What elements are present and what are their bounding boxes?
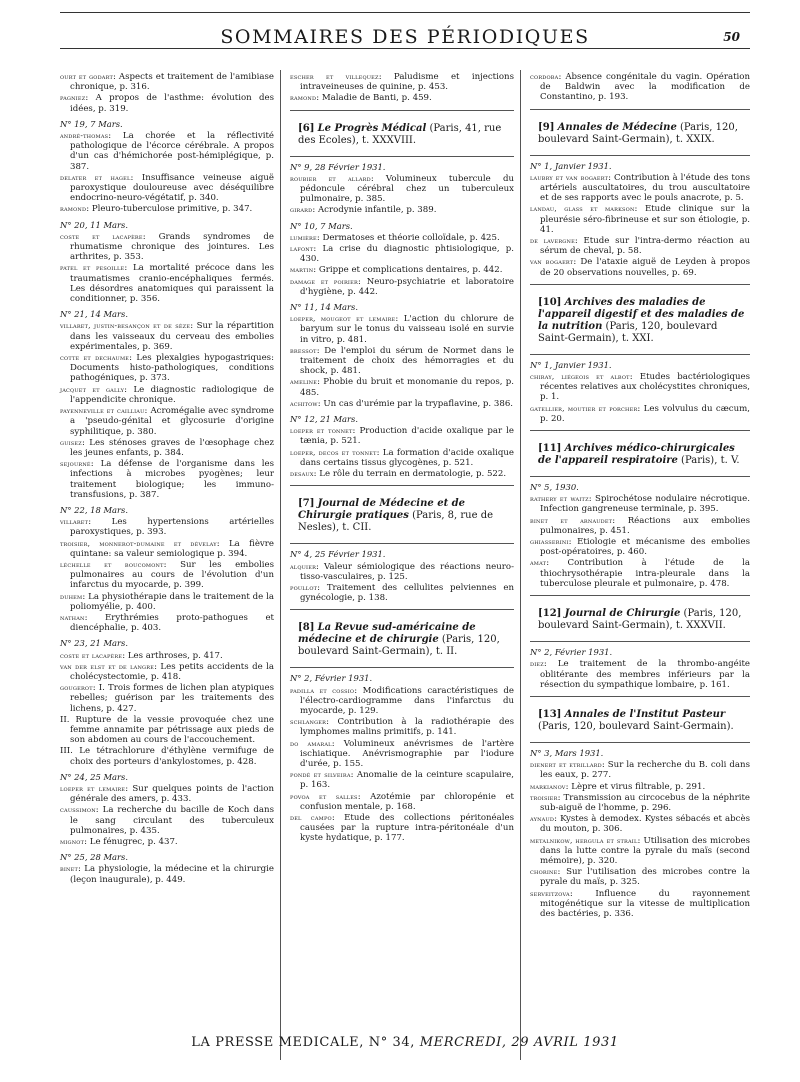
article-authors: gougerot	[60, 683, 93, 693]
article-authors: escher et villequez	[290, 72, 379, 81]
journal-number: [13]	[538, 708, 562, 720]
article-entry	[290, 174, 514, 205]
article-title: : Etudes bactériologiques récentes relatives aux cholécystites chroniques, p. 1.	[540, 372, 750, 403]
article-entry	[290, 399, 514, 409]
article-entry	[290, 813, 514, 844]
article-entry	[530, 257, 750, 277]
article-authors: nathan	[60, 612, 85, 622]
article-title: : Insuffisance veineuse aiguë paroxystique douloureuse avec déséquilibre endocrino-neuro-végétatif, p. 340.	[70, 172, 274, 204]
article-title: : Utilisation des microbes dans la lutte contre la pyrale du maïs (second mémoire), p. 320.	[540, 835, 751, 866]
journal-title: Archives des maladies de l'appareil digestif et des maladies de la nutrition	[538, 296, 745, 332]
issue-heading: N° 5, 1930.	[530, 482, 579, 493]
article-title: : La fièvre quintane: sa valeur semiologique p. 394.	[70, 538, 274, 559]
page-number: 50	[723, 30, 740, 44]
article-authors: ghiasserini	[530, 537, 569, 547]
journal-title: Archives médico-chirurgicales de l'appareil respiratoire	[538, 443, 735, 467]
article-entry	[290, 770, 514, 790]
article-title: : La mortalité précoce dans les traumatismes cranio-encéphaliques fermés. Les désordres anatomiques qui paraissent la conditionner, p. 356.	[70, 263, 275, 305]
journal-number: [10]	[538, 296, 562, 308]
journal-title: Annales de Médecine	[557, 121, 677, 133]
column-separator	[280, 70, 281, 1060]
journal-rule	[290, 667, 514, 668]
journal-title: Journal de Chirurgie	[564, 608, 681, 620]
article-title: : A propos de l'asthme: évolution des idées, p. 319.	[70, 93, 274, 114]
article-title: : Sur l'utilisation des microbes contre la pyrale du maïs, p. 325.	[540, 867, 750, 888]
article-authors: troisier	[530, 792, 558, 802]
article-title: : Dermatoses et théorie colloïdale, p. 425.	[316, 232, 500, 243]
article-entry	[530, 867, 750, 887]
article-title: : Sur la répartition dans les vaisseaux du cerveau des embolies expérimentales, p. 369.	[70, 321, 274, 352]
article-entry	[60, 173, 274, 204]
article-entry	[60, 406, 274, 437]
article-title: : Transmission au circocebus de la néphrite sub-aiguë de l'homme, p. 296.	[540, 792, 750, 813]
article-entry	[60, 784, 274, 804]
article-entry	[60, 385, 274, 405]
article-authors: coste et lacapère	[60, 650, 123, 660]
article-title: : Production d'acide oxalique par le tænia, p. 521.	[300, 426, 514, 447]
article-title: : Contribution à l'étude des tons artériels auscultatoires, du trou auscultatoire et de ses rapports avec le pouls anacrote, p. 5.	[540, 172, 750, 204]
journal-number: [9]	[538, 121, 555, 133]
article-title: : Sur les embolies pulmonaires au cours de l'évolution d'un infarctus du myocarde, p. 399.	[70, 559, 274, 591]
article-authors: ramond	[60, 204, 87, 214]
article-authors: roubier et allard	[290, 173, 371, 183]
article-title: : La formation d'acide oxalique dans certains tissus glycogènes, p. 521.	[300, 447, 514, 468]
article-authors: amat	[530, 558, 547, 568]
article-authors: chorine	[530, 867, 558, 877]
article-entry	[290, 583, 514, 603]
journal-rule	[530, 476, 750, 477]
article-entry	[60, 72, 274, 92]
journal-number: [12]	[538, 608, 562, 620]
article-title: : L'action du chlorure de baryum sur le tonus du vaisseau isolé en survie in vitro, p. 481.	[300, 314, 515, 345]
journal-number: [8]	[298, 622, 315, 634]
article-title: : De l'ataxie aiguë de Leyden à propos de 20 observations nouvelles, p. 69.	[540, 257, 750, 278]
article-authors: del campo	[290, 812, 332, 822]
issue-heading: N° 2, Février 1931.	[290, 673, 373, 684]
article-title: : Grippe et complications dentaires, p. 442.	[313, 265, 503, 276]
journal-details: (Paris, 8, rue de Nesles), t. CII.	[298, 510, 494, 534]
journal-rule	[530, 155, 750, 156]
article-authors: van bogaert	[530, 257, 574, 267]
article-title: : Influence du rayonnement mitogénétique sur la vitesse de multiplication des bactéries, p. 336.	[540, 888, 750, 919]
journal-heading	[530, 605, 750, 637]
article-entry	[290, 265, 514, 275]
article-title: : Les arthroses, p. 417.	[122, 650, 223, 661]
article-entry	[530, 889, 750, 920]
article-authors: markianov	[530, 781, 566, 791]
article-title: : Sur quelques points de l'action générale des amers, p. 433.	[70, 784, 274, 805]
article-authors: pagniez	[60, 93, 86, 103]
article-authors: landau, glass et markson	[530, 204, 635, 214]
article-entry	[60, 662, 274, 682]
article-authors: de lavergne	[530, 236, 575, 246]
journal-heading	[290, 495, 514, 539]
article-entry	[60, 459, 274, 500]
article-title: : Le traitement de la thrombo-angéite oblitérante des membres inférieurs par la résection du sympathique lombaire, p. 161.	[540, 659, 750, 690]
article-authors: duhem	[60, 591, 83, 601]
article-entry	[60, 805, 274, 836]
article-entry	[530, 173, 750, 204]
article-title: : Acromégalie avec syndrome a 'pseudo-génital et glycosurie d'origine syphilitique, p. 380.	[70, 406, 274, 437]
article-title: : Volumineux tubercule du pédoncule cérébral chez un tuberculeux pulmonaire, p. 385.	[300, 173, 514, 205]
article-authors: patel et pesoille	[60, 263, 125, 273]
journal-rule	[530, 742, 750, 743]
article-authors: andré-thomas	[60, 131, 109, 141]
article-title: : Erythrémies proto-pathogues et diencéphalie, p. 403.	[70, 612, 274, 634]
article-authors: loeper, decos et tonnet	[290, 447, 377, 457]
article-authors: villaret, justin-besançon et de sèze	[60, 321, 191, 331]
article-entry	[530, 793, 750, 813]
article-title: : Paludisme et injections intraveineuses de quinine, p. 453.	[300, 72, 514, 93]
article-authors: rathery et waitz	[530, 494, 589, 504]
article-title: : Le diagnostic radiologique de l'appendicite chronique.	[70, 384, 274, 405]
journal-details: (Paris, 120, boulevard Saint-Germain), t. II.	[298, 634, 500, 658]
article-entry	[290, 469, 514, 479]
article-title: : Etude clinique sur la pleurésie séro-fibrineuse et sur son étiologie, p. 41.	[540, 204, 751, 235]
article-entry	[60, 837, 274, 847]
article-entry	[60, 517, 274, 537]
article-entry	[60, 683, 274, 714]
article-entry	[290, 205, 514, 215]
article-title: : Traitement des cellulites pelviennes en gynécologie, p. 138.	[300, 582, 514, 604]
article-authors: van der elst et de langre	[60, 661, 155, 671]
page-footer	[60, 1035, 750, 1050]
article-authors: martin	[290, 265, 314, 275]
journal-rule	[530, 641, 750, 642]
article-authors: girard	[290, 205, 313, 215]
article-title: : Maladie de Banti, p. 459.	[316, 93, 432, 104]
column-2	[290, 72, 514, 845]
article-authors: guisez	[60, 437, 82, 447]
article-authors: binet	[60, 864, 79, 874]
article-entry	[290, 277, 514, 297]
article-title: : Lèpre et virus filtrable, p. 291.	[565, 781, 706, 792]
article-authors: poullot	[290, 582, 318, 592]
article-entry	[290, 792, 514, 812]
article-authors: schlanger	[290, 717, 327, 727]
article-title: : Les plexalgies hypogastriques: Documents histo-pathologiques, conditions pathogéniques, p. 373.	[70, 353, 274, 384]
article-authors: achitow	[290, 398, 318, 408]
article-entry	[60, 93, 274, 113]
issue-heading: N° 2, Février 1931.	[530, 647, 613, 658]
article-authors: loeper et lemaire	[60, 784, 126, 793]
article-authors: povoa et salles	[290, 791, 358, 801]
journal-number: [7]	[298, 498, 315, 510]
article-title: : Les petits accidents de la cholécystectomie, p. 418.	[70, 661, 274, 682]
article-authors: sejourné	[60, 459, 91, 469]
article-title: : Sur la recherche du B. coli dans les eaux, p. 277.	[540, 760, 750, 781]
article-entry	[530, 516, 750, 536]
article-authors: mignot	[60, 837, 85, 847]
article-title: : Le fénugrec, p. 437.	[84, 837, 178, 848]
article-authors: serveitzova	[530, 888, 570, 898]
article-authors: damage et poirier	[290, 276, 358, 286]
article-entry	[290, 346, 514, 377]
article-entry	[290, 233, 514, 243]
article-title: : Grands syndromes de rhumatisme chronique des jointures. Les arthrites, p. 353.	[70, 231, 274, 263]
article-authors: alquier	[290, 561, 317, 571]
article-title: : Phobie du bruit et monomanie du repos, p. 485.	[300, 377, 514, 398]
article-authors: loeper et tonnet	[290, 426, 353, 436]
issue-heading: N° 22, 18 Mars.	[60, 504, 129, 515]
article-entry	[290, 686, 514, 717]
article-entry	[530, 537, 750, 557]
article-title: : Kystes à demodex. Kystes sébacés et abcès du mouton, p. 306.	[540, 814, 750, 835]
article-title: : La physiologie, la médecine et la chirurgie (leçon inaugurale), p. 449.	[70, 864, 274, 885]
article-title: : De l'emploi du sérum de Normet dans le traitement de choix des hémorragies et du shock, p. 481.	[300, 345, 514, 377]
issue-heading: N° 3, Mars 1931.	[530, 747, 604, 758]
journal-heading	[530, 119, 750, 151]
article-authors: loeper, mougeot et lemaire	[290, 314, 396, 324]
article-authors: cordoba	[530, 72, 559, 81]
article-entry	[530, 204, 750, 235]
article-entry	[290, 72, 514, 92]
article-entry	[60, 438, 274, 458]
issue-heading: N° 25, 28 Mars.	[60, 852, 129, 863]
article-authors: chiray, liégeois et albot	[530, 372, 630, 382]
article-authors: ourt et godart	[60, 72, 114, 81]
issue-heading: N° 21, 14 Mars.	[60, 309, 129, 320]
article-title: : Contribution à l'étude de la thiochrysothérapie intra-pleurale dans la tuberculose pleurale et pulmonaire, p. 478.	[540, 558, 750, 589]
journal-rule	[290, 609, 514, 610]
article-title: : Etiologie et mécanisme des embolies post-opératoires, p. 460.	[540, 537, 750, 558]
article-authors: payenneville et cailliau	[60, 406, 145, 416]
article-entry	[290, 426, 514, 446]
article-title: : Volumineux anévrismes de l'artère ischiatique. Anévrismographie par l'iodure d'urée, p. 155.	[300, 738, 514, 769]
article-entry	[290, 314, 514, 345]
issue-heading: N° 1, Janvier 1931.	[530, 160, 612, 171]
article-entry	[290, 244, 514, 264]
footer-date: MERCREDI, 29 AVRIL 1931	[419, 1035, 619, 1050]
article-authors: lumière	[290, 232, 317, 242]
journal-rule	[290, 543, 514, 544]
journal-heading	[530, 294, 750, 350]
journal-rule	[530, 430, 750, 431]
article-entry	[530, 782, 750, 792]
journal-rule	[530, 595, 750, 596]
article-entry	[530, 836, 750, 867]
article-title: : La chorée et la réflectivité pathologique de l'écorce cérébrale. A propos d'un cas d'hémichorée post-hémiplégique, p. 387.	[70, 131, 274, 172]
article-entry	[60, 263, 274, 304]
article-authors: villaret	[60, 517, 89, 527]
journal-details: (Paris, 120, boulevard Saint-Germain).	[538, 720, 734, 732]
article-title: : Pleuro-tuberculose primitive, p. 347.	[86, 204, 253, 215]
article-title: : Un cas d'urémie par la trypaflavine, p. 386.	[317, 398, 514, 409]
article-entry	[530, 760, 750, 780]
article-entry: II. Rupture de la vessie provoquée chez une femme annamite par pétrissage aux pieds de son abdomen au cours de l'accouchement.	[60, 714, 274, 746]
article-authors: desaux	[290, 469, 314, 479]
journal-rule	[530, 109, 750, 110]
journal-rule	[290, 485, 514, 486]
issue-heading: N° 12, 21 Mars.	[290, 414, 359, 425]
article-authors: aynaud	[530, 814, 555, 824]
article-title: : Réactions aux embolies pulmonaires, p. 451.	[540, 515, 751, 536]
journal-rule	[530, 284, 750, 285]
article-title: : Neuro-psychiatrie et laboratoire d'hygiène, p. 442.	[300, 276, 515, 297]
article-authors: coste et lacapère	[60, 231, 143, 241]
article-entry	[290, 377, 514, 397]
article-authors: cotte et dechaume	[60, 353, 130, 363]
journal-details: (Paris, 41, rue des Ecoles), t. XXXVIII.	[298, 122, 502, 146]
article-title: : Spirochétose nodulaire nécrotique. Infection gangreneuse terminale, p. 395.	[540, 494, 750, 515]
article-authors: padilla et cossio	[290, 685, 355, 695]
journal-title: Annales de l'Institut Pasteur	[564, 708, 726, 720]
issue-heading: N° 24, 25 Mars.	[60, 771, 129, 782]
article-authors: léchelle et boucomont	[60, 559, 164, 569]
article-title: : Valeur sémiologique des réactions neuro-tisso-vasculaires, p. 125.	[300, 561, 514, 582]
article-authors: bressot	[290, 345, 317, 355]
article-entry	[530, 236, 750, 256]
article-title: : Les sténoses graves de l'œsophage chez les jeunes enfants, p. 384.	[70, 437, 274, 458]
article-title: : Les volvulus du cæcum, p. 20.	[540, 403, 750, 424]
article-title: : Aspects et traitement de l'amibiase chronique, p. 316.	[70, 72, 274, 93]
article-entry	[530, 659, 750, 690]
page-title: SOMMAIRES DES PÉRIODIQUES	[220, 26, 590, 48]
article-entry	[290, 739, 514, 770]
article-authors: ameline	[290, 377, 318, 387]
journal-title: La Revue sud-américaine de médecine et de chirurgie	[298, 622, 476, 646]
article-title: : La physiothérapie dans le traitement de la poliomyélie, p. 400.	[70, 591, 274, 612]
article-entry	[290, 717, 514, 737]
issue-heading: N° 9, 28 Février 1931.	[290, 161, 386, 172]
article-entry	[60, 613, 274, 633]
article-authors: jacquet et gally	[60, 384, 125, 394]
article-entry	[530, 372, 750, 403]
article-authors: metalnikow, hergula et strail	[530, 835, 638, 845]
article-entry	[60, 321, 274, 352]
article-title: : Azotémie par chloropénie et confusion mentale, p. 168.	[300, 791, 514, 812]
issue-heading: N° 4, 25 Février 1931.	[290, 549, 386, 560]
article-authors: gatellier, moutier et porcher	[530, 403, 638, 413]
article-authors: ramond	[290, 93, 317, 103]
article-title: : Contribution à la radiothérapie des lymphomes malins primitifs, p. 141.	[300, 717, 514, 738]
article-authors: delater et hagel	[60, 172, 131, 182]
article-authors: lafont	[290, 244, 314, 254]
journal-heading	[290, 120, 514, 152]
issue-heading: N° 20, 11 Mars.	[60, 219, 129, 230]
article-title: : La crise du diagnostic phtisiologique, p. 430.	[300, 244, 514, 265]
article-entry	[60, 353, 274, 384]
article-entry	[530, 558, 750, 589]
journal-rule	[290, 110, 514, 111]
article-entry: III. Le tétrachlorure d'éthylène vermifuge de choix des porteurs d'ankylostomes, p. 428.	[60, 746, 274, 767]
article-authors: do amaral	[290, 738, 332, 748]
article-authors: laubry et van bogaert	[530, 172, 609, 182]
article-authors: pondé et silveira	[290, 770, 351, 780]
article-entry	[530, 72, 750, 103]
article-entry	[530, 814, 750, 834]
journal-rule	[290, 156, 514, 157]
article-authors: caussimon	[60, 805, 96, 815]
article-title: : Anomalie de la ceinture scapulaire, p. 163.	[300, 770, 514, 791]
article-authors: dienert et etrillard	[530, 760, 602, 770]
journal-number: [6]	[298, 122, 315, 134]
article-entry	[530, 404, 750, 424]
article-title: : I. Trois formes de lichen plan atypiques rebelles; guérison par les traitements des lichens, p. 427.	[70, 683, 274, 714]
article-authors: binet et arnaudet	[530, 515, 613, 525]
article-entry	[60, 204, 274, 214]
article-title: : Etude des collections péritonéales causées par la rupture intra-péritonéale d'un kyste hydatique, p. 177.	[300, 812, 514, 844]
article-entry	[290, 448, 514, 468]
journal-details: (Paris, 120, boulevard Saint-Germain), t. XXIX.	[538, 121, 738, 145]
article-title: : Modifications caractéristiques de l'électro-cardiogramme dans l'infarctus du myocarde, p. 129.	[300, 685, 514, 716]
article-title: : La défense de l'organisme dans les infections à microbes pyogènes; leur traitement biologique; les immuno-transfusions, p. 387.	[70, 459, 274, 500]
article-title: : Etude sur l'intra-dermo réaction au sérum de cheval, p. 58.	[540, 236, 750, 257]
article-entry	[290, 562, 514, 582]
article-entry	[60, 592, 274, 612]
journal-rule	[530, 354, 750, 355]
article-entry	[290, 93, 514, 103]
column-3	[530, 72, 750, 920]
journal-details: (Paris, 120, boulevard Saint-Germain), t. XXI.	[538, 320, 718, 344]
journal-heading	[530, 706, 750, 738]
column-separator	[520, 70, 521, 1060]
article-entry	[60, 131, 274, 172]
article-entry	[60, 232, 274, 263]
journal-details: (Paris), t. V.	[677, 455, 740, 467]
article-entry	[60, 651, 274, 661]
article-authors: troisier, monnerot-dumaine et dévelay	[60, 538, 217, 548]
issue-heading: N° 1, Janvier 1931.	[530, 359, 612, 370]
issue-heading: N° 23, 21 Mars.	[60, 638, 129, 649]
column-1	[60, 72, 274, 886]
issue-heading: N° 19, 7 Mars.	[60, 118, 123, 129]
article-entry	[60, 560, 274, 591]
article-title: : Les hypertensions artérielles paroxystiques, p. 393.	[70, 517, 274, 538]
footer-journal: LA PRESSE MEDICALE, N° 34,	[191, 1035, 415, 1050]
journal-number: [11]	[538, 443, 562, 455]
issue-heading: N° 11, 14 Mars.	[290, 302, 359, 313]
article-title: : Le rôle du terrain en dermatologie, p. 522.	[313, 469, 507, 480]
article-title: : Acrodynie infantile, p. 389.	[312, 205, 437, 216]
article-title: : Absence congénitale du vagin. Opération de Baldwin avec la modification de Constantino, p. 193.	[540, 72, 750, 103]
journal-title: Journal de Médecine et de Chirurgie pratiques	[298, 498, 466, 522]
article-entry	[60, 539, 274, 559]
article-title: : La recherche du bacille de Koch dans le sang circulant des tuberculeux pulmonaires, p. 435.	[70, 805, 274, 836]
journal-heading	[530, 440, 750, 472]
journal-title: Le Progrès Médical	[317, 122, 427, 134]
article-entry	[530, 494, 750, 514]
page-header	[60, 8, 750, 48]
journal-rule	[530, 696, 750, 697]
journal-details: (Paris, 120, boulevard Saint-Germain), t. XXXVII.	[538, 608, 742, 632]
journal-heading	[290, 619, 514, 663]
issue-heading: N° 10, 7 Mars.	[290, 220, 353, 231]
article-authors: diez	[530, 659, 544, 669]
header-rule	[60, 48, 750, 49]
article-entry	[60, 864, 274, 884]
